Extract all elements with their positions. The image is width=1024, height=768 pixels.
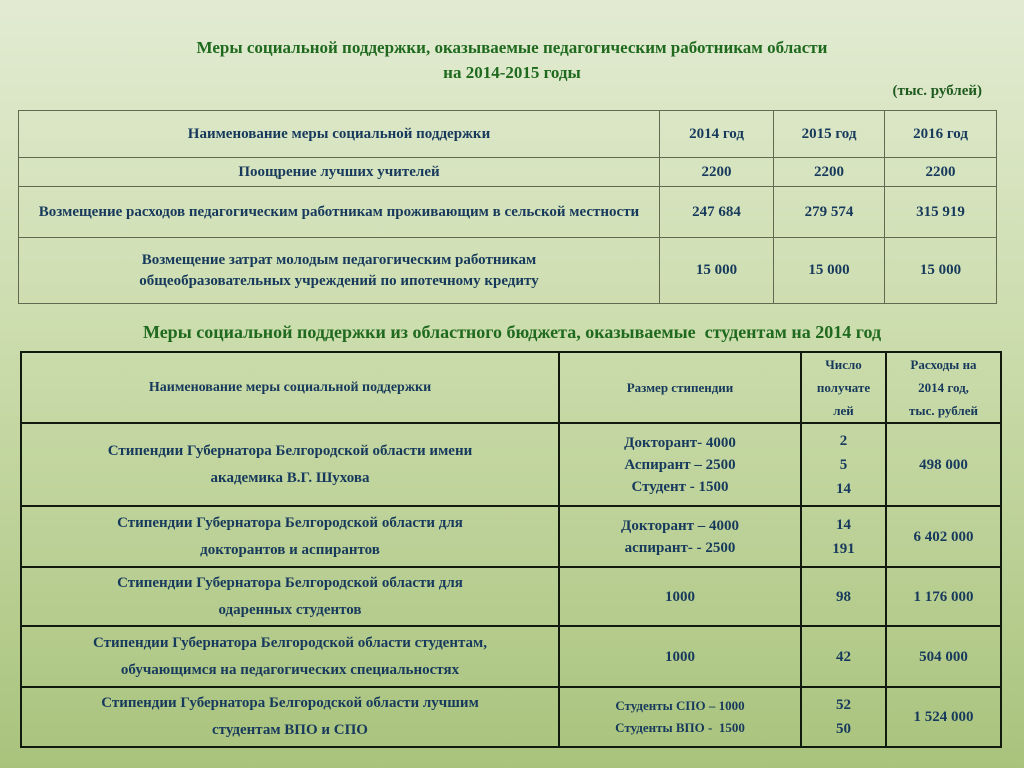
expense-value: 1 524 000 xyxy=(886,687,1001,747)
recipient-count: 98 xyxy=(801,567,886,626)
value-2014: 15 000 xyxy=(660,238,774,304)
measure-name: Стипендии Губернатора Белгородской области для одаренных студентов xyxy=(21,567,559,626)
value-2016: 15 000 xyxy=(885,238,997,304)
table-row xyxy=(21,506,1001,567)
table-row xyxy=(19,187,997,238)
column-header-count: Число получате лей xyxy=(801,352,886,423)
units-label: (тыс. рублей) xyxy=(892,83,982,99)
value-2014: 2200 xyxy=(660,158,774,187)
measure-name: Поощрение лучших учителей xyxy=(19,158,660,187)
expense-value: 498 000 xyxy=(886,423,1001,506)
teachers-support-table xyxy=(18,110,997,304)
recipient-count: 42 xyxy=(801,626,886,687)
table-row xyxy=(19,238,997,304)
table-row xyxy=(21,423,1001,506)
column-header-2015: 2015 год xyxy=(774,111,885,158)
column-header-name: Наименование меры социальной поддержки xyxy=(19,111,660,158)
scholarship-size: 1000 xyxy=(559,567,801,626)
column-header-size: Размер стипендии xyxy=(559,352,801,423)
table-row xyxy=(21,567,1001,626)
table-header-row xyxy=(19,111,997,158)
students-section-title: Меры социальной поддержки из областного бюджета, оказываемые студентам на 2014 год xyxy=(142,322,882,342)
table-row xyxy=(21,626,1001,687)
table-row xyxy=(19,158,997,187)
recipient-count: 52 50 xyxy=(801,687,886,747)
measure-name: Стипендии Губернатора Белгородской области имени академика В.Г. Шухова xyxy=(21,423,559,506)
measure-name: Возмещение расходов педагогическим работникам проживающим в сельской местности xyxy=(19,187,660,238)
column-header-name: Наименование меры социальной поддержки xyxy=(21,352,559,423)
value-2015: 2200 xyxy=(774,158,885,187)
scholarship-size: Студенты СПО – 1000 Студенты ВПО - 1500 xyxy=(559,687,801,747)
scholarship-size: 1000 xyxy=(559,626,801,687)
expense-value: 6 402 000 xyxy=(886,506,1001,567)
expense-value: 1 176 000 xyxy=(886,567,1001,626)
scholarship-size: Докторант – 4000 аспирант- - 2500 xyxy=(559,506,801,567)
value-2015: 279 574 xyxy=(774,187,885,238)
measure-name: Стипендии Губернатора Белгородской области лучшим студентам ВПО и СПО xyxy=(21,687,559,747)
measure-name: Стипендии Губернатора Белгородской области студентам, обучающимся на педагогических специальностях xyxy=(21,626,559,687)
value-2016: 2200 xyxy=(885,158,997,187)
expense-value: 504 000 xyxy=(886,626,1001,687)
column-header-2016: 2016 год xyxy=(885,111,997,158)
students-support-table xyxy=(20,351,1002,748)
column-header-expense: Расходы на 2014 год, тыс. рублей xyxy=(886,352,1001,423)
page-title-period: на 2014-2015 годы xyxy=(443,63,581,82)
column-header-2014: 2014 год xyxy=(660,111,774,158)
table-row xyxy=(21,687,1001,747)
page-title: Меры социальной поддержки, оказываемые педагогическим работникам области xyxy=(196,38,828,57)
recipient-count: 2 5 14 xyxy=(801,423,886,506)
measure-name: Стипендии Губернатора Белгородской области для докторантов и аспирантов xyxy=(21,506,559,567)
value-2015: 15 000 xyxy=(774,238,885,304)
measure-name: Возмещение затрат молодым педагогическим работникам общеобразовательных учреждений по ипотечному кредиту xyxy=(19,238,660,304)
scholarship-size: Докторант- 4000 Аспирант – 2500 Студент - 1500 xyxy=(559,423,801,506)
table-header-row xyxy=(21,352,1001,423)
recipient-count: 14 191 xyxy=(801,506,886,567)
value-2016: 315 919 xyxy=(885,187,997,238)
value-2014: 247 684 xyxy=(660,187,774,238)
